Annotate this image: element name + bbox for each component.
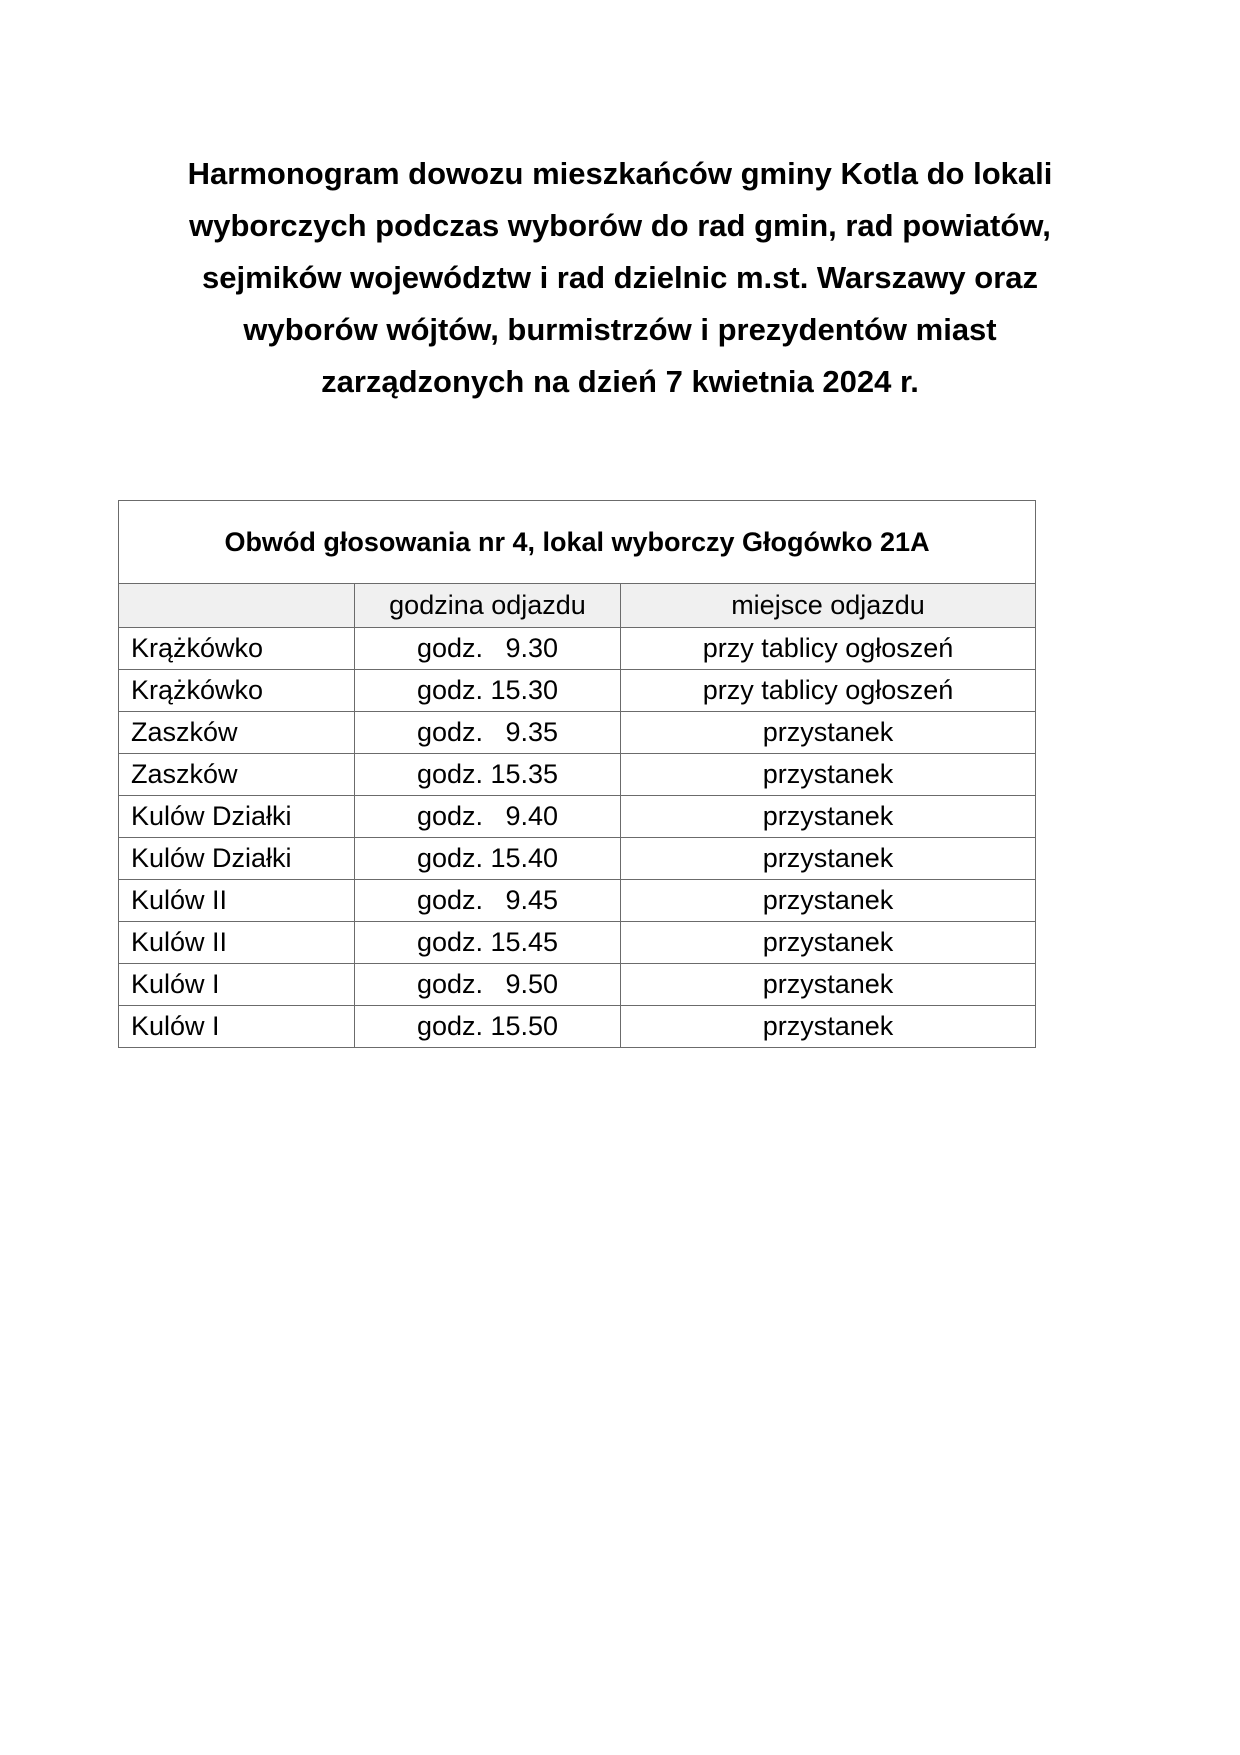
location-cell: przy tablicy ogłoszeń: [621, 628, 1036, 670]
location-cell: przystanek: [621, 838, 1036, 880]
header-place: [119, 584, 355, 628]
table-row: [119, 628, 1036, 670]
location-cell: przystanek: [621, 922, 1036, 964]
time-cell: godz. 9.30: [355, 628, 621, 670]
place-cell: Kulów I: [119, 1006, 355, 1048]
place-cell: Kulów II: [119, 922, 355, 964]
title-line: wyborczych podczas wyborów do rad gmin, rad powiatów,: [189, 208, 1051, 243]
title-line: zarządzonych na dzień 7 kwietnia 2024 r.: [321, 364, 919, 399]
time-cell: godz. 9.40: [355, 796, 621, 838]
location-cell: przystanek: [621, 880, 1036, 922]
time-cell: godz. 15.30: [355, 670, 621, 712]
place-cell: Zaszków: [119, 712, 355, 754]
header-departure-place: miejsce odjazdu: [621, 584, 1036, 628]
transport-schedule-table: [118, 500, 1036, 1048]
time-cell: godz. 9.35: [355, 712, 621, 754]
table-row: [119, 1006, 1036, 1048]
table-row: [119, 796, 1036, 838]
time-cell: godz. 9.50: [355, 964, 621, 1006]
place-cell: Krążkówko: [119, 670, 355, 712]
place-cell: Kulów Działki: [119, 796, 355, 838]
location-cell: przy tablicy ogłoszeń: [621, 670, 1036, 712]
time-cell: godz. 15.45: [355, 922, 621, 964]
time-cell: godz. 15.50: [355, 1006, 621, 1048]
table-row: [119, 754, 1036, 796]
title-line: wyborów wójtów, burmistrzów i prezydentów miast: [243, 312, 997, 347]
table-row: [119, 838, 1036, 880]
place-cell: Kulów Działki: [119, 838, 355, 880]
table-row: [119, 922, 1036, 964]
place-cell: Kulów I: [119, 964, 355, 1006]
title-line: Harmonogram dowozu mieszkańców gminy Kotla do lokali: [187, 156, 1053, 191]
time-cell: godz. 9.45: [355, 880, 621, 922]
place-cell: Krążkówko: [119, 628, 355, 670]
table-row: [119, 964, 1036, 1006]
table-row: [119, 670, 1036, 712]
table-row: [119, 880, 1036, 922]
table-caption: Obwód głosowania nr 4, lokal wyborczy Głogówko 21A: [119, 501, 1036, 584]
location-cell: przystanek: [621, 712, 1036, 754]
location-cell: przystanek: [621, 964, 1036, 1006]
table-caption-row: [119, 501, 1036, 584]
place-cell: Kulów II: [119, 880, 355, 922]
place-cell: Zaszków: [119, 754, 355, 796]
header-departure-time: godzina odjazdu: [355, 584, 621, 628]
time-cell: godz. 15.35: [355, 754, 621, 796]
location-cell: przystanek: [621, 1006, 1036, 1048]
location-cell: przystanek: [621, 796, 1036, 838]
document-title: [130, 148, 1110, 408]
table-row: [119, 712, 1036, 754]
table-header-row: [119, 584, 1036, 628]
time-cell: godz. 15.40: [355, 838, 621, 880]
location-cell: przystanek: [621, 754, 1036, 796]
title-line: sejmików województw i rad dzielnic m.st. Warszawy oraz: [201, 260, 1039, 295]
